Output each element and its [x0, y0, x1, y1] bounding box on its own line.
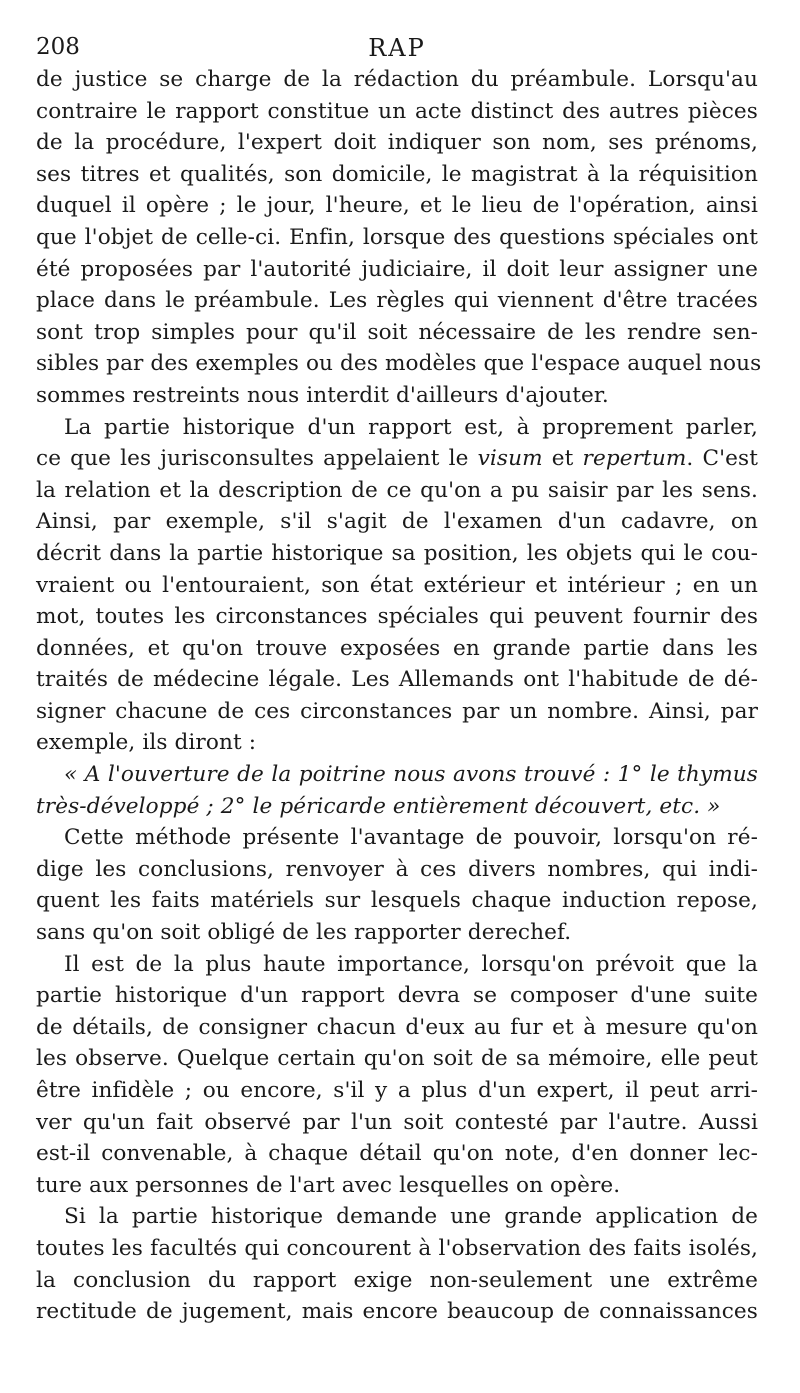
text-line: partie historique d'un rapport devra se composer d'une suite [36, 983, 758, 1009]
body-text [36, 64, 762, 1328]
text-line: signer chacune de ces circonstances par un nombre. Ainsi, par [36, 698, 758, 724]
text-line: « A l'ouverture de la poitrine nous avons trouvé : 1° le thymus [64, 762, 758, 788]
text-line: La partie historique d'un rapport est, à proprement parler, [64, 414, 758, 440]
text-line: contraire le rapport constitue un acte distinct des autres pièces [36, 98, 758, 124]
text-line: duquel il opère ; le jour, l'heure, et le lieu de l'opération, ainsi [36, 193, 758, 219]
text-line: mot, toutes les circonstances spéciales qui peuvent fournir des [36, 604, 758, 630]
text-line: toutes les facultés qui concourent à l'observation des faits isolés, [36, 1235, 758, 1261]
running-head: RAP [368, 34, 426, 62]
text-line: exemple, ils diront : [36, 730, 257, 756]
text-line: décrit dans la partie historique sa position, les objets qui le cou- [36, 540, 758, 566]
text-line: été proposées par l'autorité judiciaire, il doit leur assigner une [36, 256, 758, 282]
paragraph [36, 759, 758, 822]
text-line: que l'objet de celle-ci. Enfin, lorsque des questions spéciales ont [36, 224, 758, 250]
text-line: Ainsi, par exemple, s'il s'agit de l'examen d'un cadavre, on [36, 509, 758, 535]
text-line: Il est de la plus haute importance, lorsqu'on prévoit que la [64, 951, 758, 977]
text-line: être infidèle ; ou encore, s'il y a plus d'un expert, il peut arri- [36, 1078, 758, 1103]
text-line: place dans le préambule. Les règles qui viennent d'être tracées [36, 288, 758, 314]
text-line: ce que les jurisconsultes appelaient le visum et repertum. C'est [36, 446, 758, 472]
text-line: la relation et la description de ce qu'on a pu saisir par les sens. [36, 477, 758, 503]
text-line: dige les conclusions, renvoyer à ces divers nombres, qui indi- [36, 856, 758, 882]
page-number: 208 [36, 34, 80, 60]
text-line: quent les faits matériels sur lesquels chaque induction repose, [36, 888, 758, 914]
text-line: très-développé ; 2° le péricarde entièrement découvert, etc. » [36, 793, 721, 819]
text-line: Si la partie historique demande une grande application de [64, 1204, 758, 1230]
paragraph [36, 1201, 758, 1327]
text-line: sans qu'on soit obligé de les rapporter derechef. [36, 920, 572, 946]
text-line: sont trop simples pour qu'il soit nécessaire de les rendre sen- [36, 319, 758, 345]
paragraph [36, 412, 758, 760]
text-line: traités de médecine légale. Les Allemands ont l'habitude de dé- [36, 667, 758, 693]
text-line: rectitude de jugement, mais encore beaucoup de connaissances [36, 1299, 758, 1325]
text-line: données, et qu'on trouve exposées en grande partie dans les [36, 635, 758, 661]
text-line: sommes restreints nous interdit d'ailleurs d'ajouter. [36, 382, 609, 408]
text-line: les observe. Quelque certain qu'on soit de sa mémoire, elle peut [36, 1046, 758, 1072]
text-line: ver qu'un fait observé par l'un soit contesté par l'autre. Aussi [36, 1109, 758, 1135]
text-line: ture aux personnes de l'art avec lesquelles on opère. [36, 1172, 621, 1198]
page-header [36, 30, 758, 64]
text-line: est-il convenable, à chaque détail qu'on note, d'en donner lec- [36, 1141, 758, 1167]
document-page [36, 30, 762, 1328]
text-line: Cette méthode présente l'avantage de pouvoir, lorsqu'on ré- [64, 825, 758, 851]
text-line: de justice se charge de la rédaction du préambule. Lorsqu'au [36, 67, 758, 92]
text-line: ses titres et qualités, son domicile, le magistrat à la réquisition [36, 161, 758, 187]
paragraph [36, 822, 758, 948]
text-line: la conclusion du rapport exige non-seulement une extrême [36, 1267, 758, 1293]
text-line: vraient ou l'entouraient, son état extérieur et intérieur ; en un [36, 572, 758, 598]
paragraph [36, 949, 758, 1202]
paragraph [36, 64, 762, 412]
text-line: de détails, de consigner chacun d'eux au fur et à mesure qu'on [36, 1014, 758, 1040]
text-line: sibles par des exemples ou des modèles que l'espace auquel nous [36, 351, 762, 377]
text-line: de la procédure, l'expert doit indiquer son nom, ses prénoms, [36, 130, 758, 156]
